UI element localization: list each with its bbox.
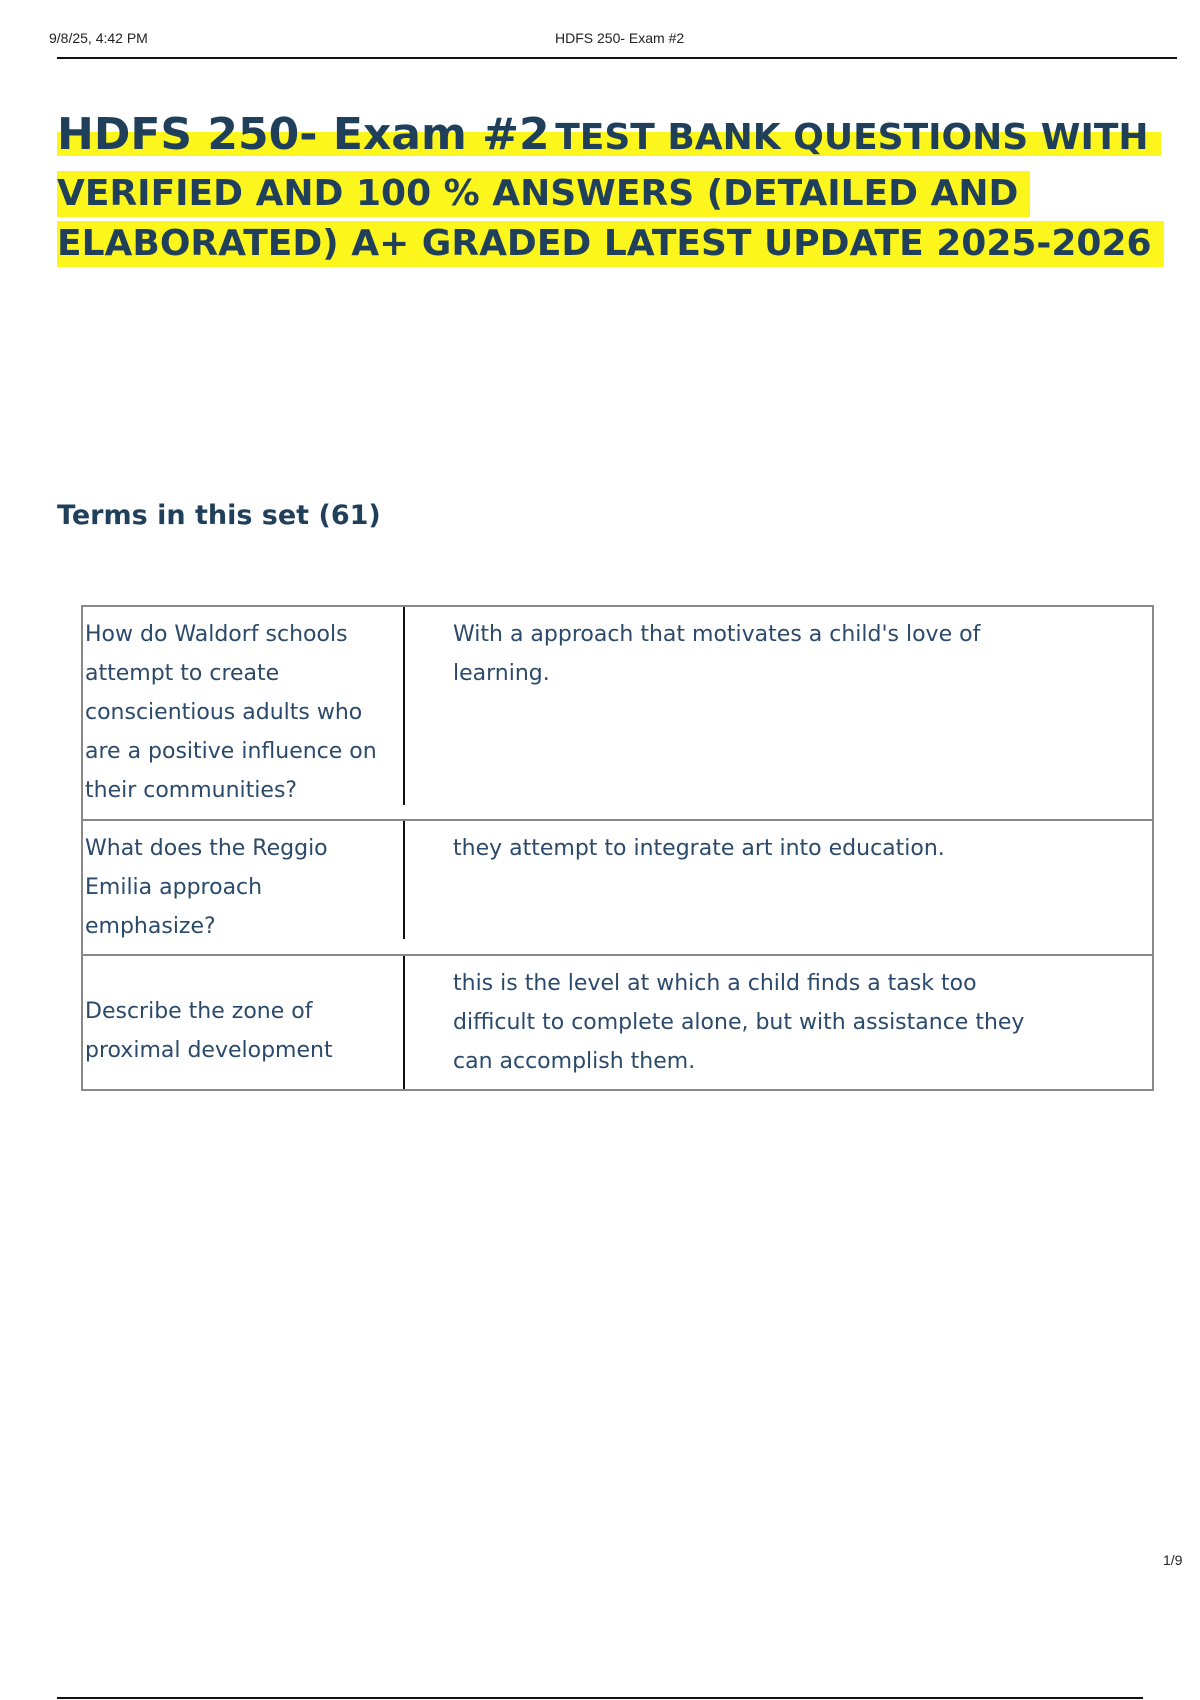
column-divider — [403, 607, 405, 805]
terms-table — [81, 605, 1154, 1091]
footer-divider — [57, 1697, 1143, 1699]
title-line-3 — [57, 219, 1177, 269]
title-line-2 — [57, 169, 1177, 219]
term-row — [81, 605, 1154, 821]
title-line-1 — [57, 110, 1177, 169]
title-line-3-text: ELABORATED) A+ GRADED LATEST UPDATE 2025-2026 — [57, 221, 1164, 267]
header-divider — [57, 57, 1177, 59]
title-line-2-text: VERIFIED AND 100 % ANSWERS (DETAILED AND — [57, 171, 1030, 217]
title-main: HDFS 250- Exam #2 — [57, 109, 550, 160]
column-divider — [403, 821, 405, 939]
terms-heading: Terms in this set (61) — [57, 500, 381, 531]
title-line-1-rest: TEST BANK QUESTIONS WITH — [555, 117, 1149, 158]
term-question: What does the Reggio Emilia approach emphasize? — [85, 836, 328, 939]
term-row — [81, 954, 1154, 1091]
print-datetime: 9/8/25, 4:42 PM — [49, 30, 148, 46]
print-document-title: HDFS 250- Exam #2 — [555, 30, 685, 46]
print-header — [49, 30, 1151, 50]
column-divider — [403, 956, 405, 1089]
term-answer: they attempt to integrate art into education. — [453, 836, 945, 861]
document-title — [57, 110, 1177, 269]
term-answer: With a approach that motivates a child's love of learning. — [453, 622, 981, 686]
term-row — [81, 819, 1154, 956]
page-number: 1/9 — [1163, 1552, 1183, 1568]
term-answer: this is the level at which a child finds a task too difficult to complete alone, but with assistance they can accomplish them. — [453, 971, 1025, 1074]
term-question: Describe the zone of proximal development — [85, 999, 333, 1063]
term-question: How do Waldorf schools attempt to create conscientious adults who are a positive influence on their communities? — [85, 622, 377, 803]
